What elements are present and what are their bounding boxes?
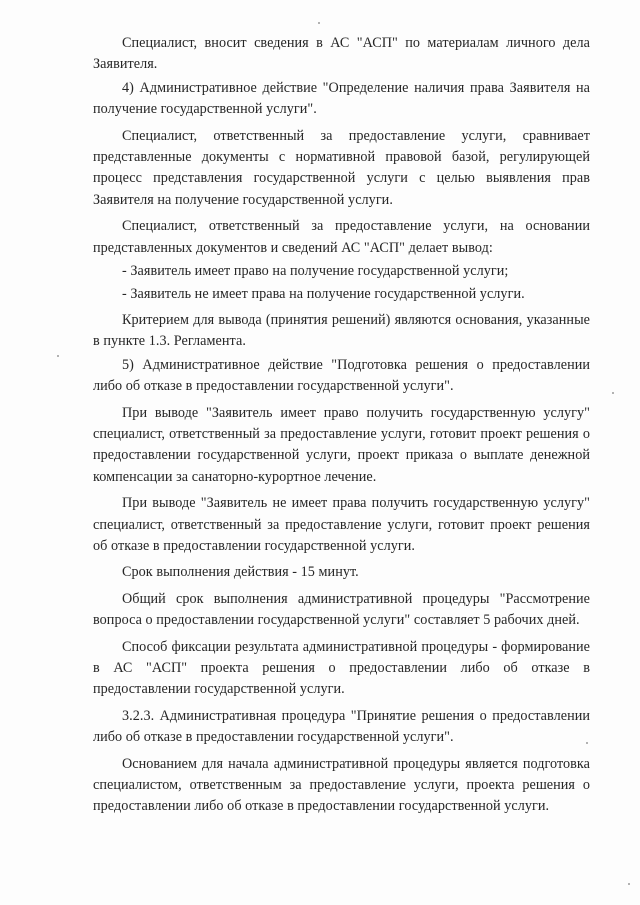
scan-speck	[586, 742, 588, 744]
paragraph-9: При выводе "Заявитель имеет право получить государственную услугу" специалист, ответственный за предоставление услуги, готовит проект решения о предоставлении государственной услуги, проект приказа о выплате денежной компенсации за санаторно-курортное лечение.	[93, 404, 590, 485]
scan-speck	[57, 355, 59, 357]
paragraph-1: Специалист, вносит сведения в АС "АСП" по материалам личного дела Заявителя.	[93, 35, 590, 73]
scan-speck	[318, 22, 320, 24]
paragraph-5-list-item: - Заявитель имеет право на получение государственной услуги;	[122, 263, 509, 280]
paragraph-11: Срок выполнения действия - 15 минут.	[122, 564, 359, 581]
paragraph-3: Специалист, ответственный за предоставление услуги, сравнивает представленные документы с нормативной правовой базой, регулирующей процесс представления государственной услуги с целью выявления прав Заявителя на получение государственной услуги.	[93, 127, 590, 208]
scan-speck	[628, 883, 630, 885]
paragraph-13: Способ фиксации результата административной процедуры - формирование в АС "АСП" проекта решения о предоставлении либо об отказе в предоставлении государственной услуги.	[93, 638, 590, 698]
paragraph-15: Основанием для начала административной процедуры является подготовка специалистом, ответственным за предоставление услуги, проекта решения о предоставлении либо об отказе в предоставлении государственной услуги.	[93, 755, 590, 815]
paragraph-7: Критерием для вывода (принятия решений) являются основания, указанные в пункте 1.3. Регламента.	[93, 311, 590, 350]
document-body	[93, 33, 590, 818]
paragraph-6-list-item: - Заявитель не имеет права на получение государственной услуги.	[122, 286, 525, 303]
paragraph-14: 3.2.3. Административная процедура "Принятие решения о предоставлении либо об отказе в предоставлении государственной услуги".	[93, 707, 590, 746]
paragraph-12: Общий срок выполнения административной процедуры "Рассмотрение вопроса о предоставлении государственной услуги" составляет 5 рабочих дней.	[93, 590, 590, 629]
scan-speck	[612, 392, 614, 394]
paragraph-8: 5) Административное действие "Подготовка решения о предоставлении либо об отказе в предоставлении государственной услуги".	[93, 356, 590, 395]
paragraph-2: 4) Административное действие "Определение наличия права Заявителя на получение государственной услуги".	[93, 79, 590, 118]
paragraph-4: Специалист, ответственный за предоставление услуги, на основании представленных документов и сведений АС "АСП" делает вывод:	[93, 218, 590, 256]
paragraph-10: При выводе "Заявитель не имеет права получить государственную услугу" специалист, ответственный за предоставление услуги, готовит проект решения об отказе в предоставлении государственной услуги.	[93, 495, 590, 554]
